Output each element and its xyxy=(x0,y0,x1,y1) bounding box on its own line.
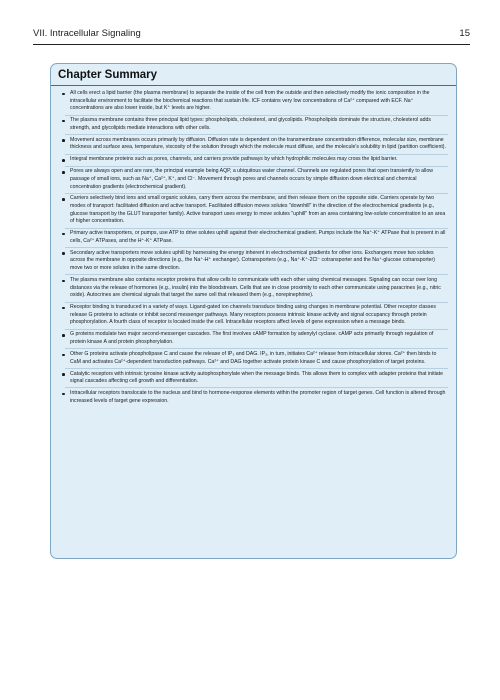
summary-list xyxy=(51,86,456,407)
summary-item: All cells erect a lipid barrier (the plasma membrane) to separate the inside of the cell from the outside and then selectively modify the ionic composition in the intracellular environment to facilitate the biochemical reactions that sustain life. ICF contains very low concentrations of Ca²⁺ compared with ECF. Na⁺ concentrations are also lower inside, but K⁺ levels are higher. xyxy=(65,90,448,116)
chapter-summary-title: Chapter Summary xyxy=(51,64,456,86)
summary-item: Pores are always open and are rare, the principal example being AQP, a ubiquitous water channel. Channels are regulated pores that open transiently to allow passage of small ions, such as Na⁺, Ca²⁺, K⁺, and Cl⁻. Movement through pores and channels occurs by simple diffusion down electrical and chemical concentration gradients (electrochemical gradient). xyxy=(65,168,448,194)
summary-item: Carriers selectively bind ions and small organic solutes, carry them across the membrane, and then release them on the opposite side. Carriers operate by two modes of transport: facilitated diffusion and active transport. Facilitated diffusion moves solutes "downhill" in the direction of the electrochemical gradients (e.g., glucose transport by the GLUT transporter family). Active transport uses energy to move solutes "uphill" from an area containing low-solute concentration to an area of higher concentration. xyxy=(65,195,448,228)
summary-item: Movement across membranes occurs primarily by diffusion. Diffusion rate is dependent on the transmembrane concentration difference, molecular size, membrane thickness and surface area, temperature, viscosity of the solution through which the molecule must diffuse, and the molecule's solubility in lipid (partition coefficient). xyxy=(65,137,448,155)
summary-item: The plasma membrane contains three principal lipid types: phospholipids, cholesterol, and glycolipids. Phospholipids dominate the structure, cholesterol adds strength, and glycolipids mediate interactions with other cells. xyxy=(65,117,448,135)
summary-item: Intracellular receptors translocate to the nucleus and bind to hormone-response elements within the promoter region of target genes. Cell function is altered through increased levels of target gene expression. xyxy=(65,390,448,407)
chapter-summary-box xyxy=(50,63,457,559)
running-head xyxy=(33,28,470,39)
summary-item: Catalytic receptors with intrinsic tyrosine kinase activity autophosphorylate when the message binds. This allows them to complex with adapter proteins that initiate signal cascades affecting cell growth and differentiation. xyxy=(65,371,448,389)
section-title: VII. Intracellular Signaling xyxy=(33,28,141,39)
summary-item: Primary active transporters, or pumps, use ATP to drive solutes uphill against their electrochemical gradient. Pumps include the Na⁺-K⁺ ATPase that is present in all cells, Ca²⁺ ATPases, and the H⁺-K⁺ ATPase. xyxy=(65,230,448,248)
summary-item: Receptor binding is transduced in a variety of ways. Ligand-gated ion channels transduce binding using changes in membrane potential. Other receptor classes release G proteins to activate or inhibit second messenger pathways. Many receptors possess intrinsic kinase activity and signal occupancy through protein phosphorylation. A fourth class of receptor is located inside the cell. Intracellular receptors affect levels of gene expression when a message binds. xyxy=(65,304,448,330)
summary-item: Integral membrane proteins such as pores, channels, and carriers provide pathways by which hydrophilic molecules may cross the lipid barrier. xyxy=(65,156,448,166)
summary-item: The plasma membrane also contains receptor proteins that allow cells to communicate with each other using chemical messages. Signaling can occur over long distances via the release of hormones (e.g., insulin) into the bloodstream. Cells that are in close proximity to each other communicate using paracrines (e.g., nitric oxide). Autocrines are chemical signals that target the same cell that released them (e.g., norepinephrine). xyxy=(65,277,448,303)
summary-item: Other G proteins activate phospholipase C and cause the release of IP₃ and DAG. IP₃, in turn, initiates Ca²⁺ release from intracellular stores. Ca²⁺ then binds to CaM and activates Ca²⁺-dependent transduction pathways. Ca²⁺ and DAG together activate protein kinase C and cause phosphorylation of target proteins. xyxy=(65,351,448,369)
summary-item: Secondary active transporters move solutes uphill by harnessing the energy inherent in electrochemical gradients for other ions. Exchangers move two solutes across the membrane in opposite directions (e.g., the Na⁺-H⁺ exchanger). Cotransporters (e.g., Na⁺-K⁺-2Cl⁻ cotransporter and the Na⁺-glucose cotransporter) move two or more solutes in the same direction. xyxy=(65,250,448,276)
page-number: 15 xyxy=(459,28,470,39)
summary-item: G proteins modulate two major second-messenger cascades. The first involves cAMP formation by adenylyl cyclase. cAMP acts primarily through regulation of protein kinase A and protein phosphorylation. xyxy=(65,331,448,349)
header-rule xyxy=(33,44,470,45)
